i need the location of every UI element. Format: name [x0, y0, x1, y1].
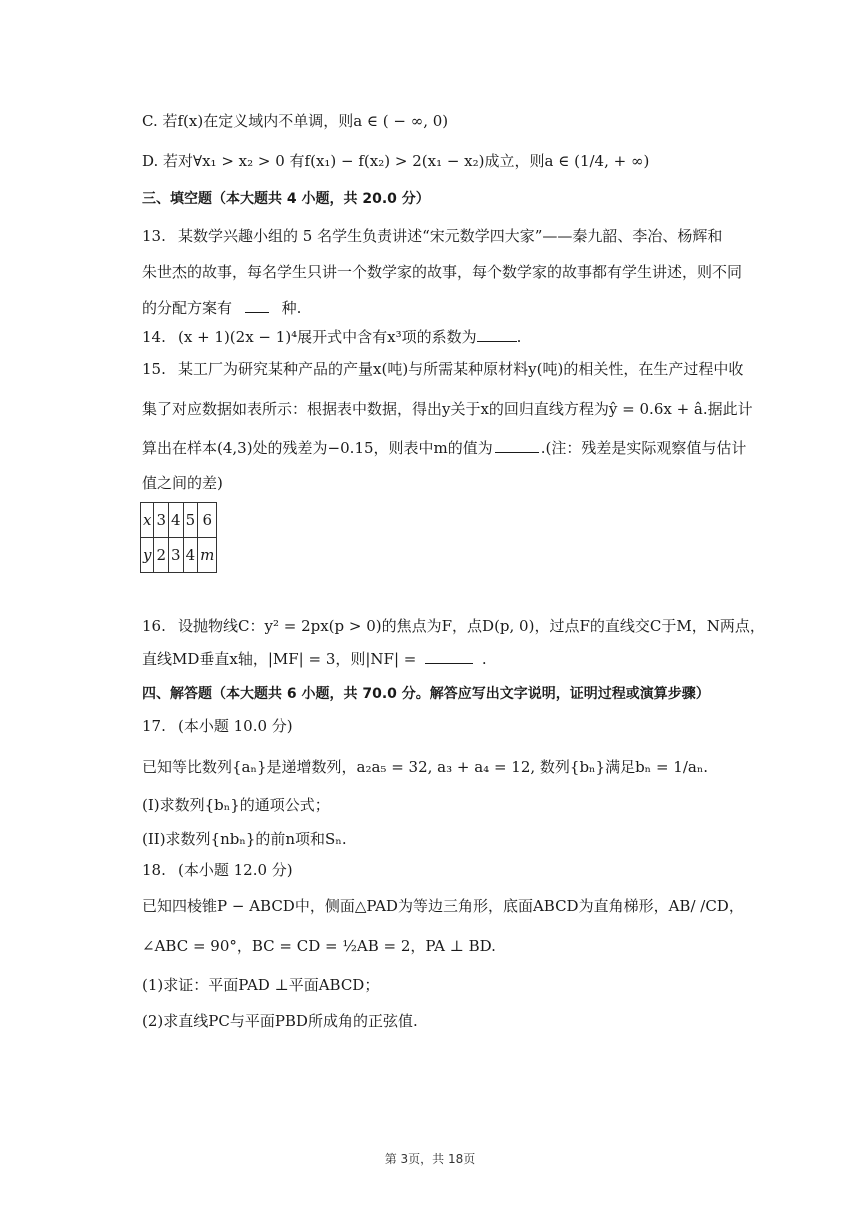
table-cell: m: [198, 538, 217, 573]
question-14: [142, 326, 760, 348]
question-number: 15.: [142, 360, 166, 378]
answer-blank: [477, 327, 517, 342]
answer-blank: [495, 438, 539, 453]
question-17-line-1: 已知等比数列{aₙ}是递增数列，a₂a₅ = 32, a₃ + a₄ = 12, 数列{bₙ}满足bₙ = 1/aₙ.: [142, 758, 709, 776]
question-text: 种.: [281, 299, 302, 317]
question-17-header: [142, 715, 760, 737]
question-end: .: [516, 328, 522, 346]
question-18-line-1: 已知四棱锥P − ABCD中，侧面△PAD为等边三角形，底面ABCD为直角梯形，AB/ /CD，: [142, 897, 744, 915]
table-row: [141, 503, 217, 538]
question-15-line-2: 集了对应数据如表所示：根据表中数据，得出y关于x的回归直线方程为ŷ = 0.6x + â.据此计: [142, 400, 753, 418]
question-16-line-1: [142, 615, 765, 637]
table-cell: 5: [183, 503, 198, 538]
question-18-line-2: ∠ABC = 90°，BC = CD = ½AB = 2，PA ⊥ BD.: [142, 937, 496, 955]
question-text: .(注：残差是实际观察值与估计: [540, 439, 747, 457]
question-number: 16.: [142, 617, 166, 635]
question-18-part-2: (2)求直线PC与平面PBD所成角的正弦值.: [142, 1012, 418, 1030]
question-18-part-1: (1)求证：平面PAD ⊥平面ABCD；: [142, 976, 380, 994]
table-row: [141, 538, 217, 573]
table-cell: 4: [169, 503, 184, 538]
question-text: 算出在样本(4,3)处的残差为−0.15，则表中m的值为: [142, 439, 493, 457]
question-18-header: [142, 859, 760, 881]
question-13-line-3: [142, 297, 760, 319]
data-table: [140, 502, 217, 573]
question-13-line-2: 朱世杰的故事，每名学生只讲一个数学家的故事，每个数学家的故事都有学生讲述，则不同: [142, 263, 743, 281]
question-text: 的分配方案有: [142, 299, 233, 317]
question-score: (本小题 12.0 分): [178, 861, 293, 879]
question-number: 13.: [142, 227, 166, 245]
table-cell: 3: [154, 503, 169, 538]
question-score: (本小题 10.0 分): [178, 717, 293, 735]
question-13-line-1: [142, 225, 760, 247]
section-heading-fill-in: 三、填空题（本大题共 4 小题，共 20.0 分）: [142, 191, 430, 207]
question-text: (x + 1)(2x − 1)⁴展开式中含有x³项的系数为: [178, 328, 477, 346]
table-cell: 3: [169, 538, 184, 573]
option-c: C. 若f(x)在定义域内不单调，则a ∈ ( − ∞, 0): [142, 112, 449, 130]
page-footer: 第 3页，共 18页: [384, 1152, 476, 1166]
table-cell: x: [141, 503, 154, 538]
question-text: 直线MD垂直x轴，|MF| = 3，则|NF| =: [142, 650, 417, 668]
question-15-line-1: [142, 358, 760, 380]
question-17-part-1: (I)求数列{bₙ}的通项公式；: [142, 796, 330, 814]
answer-blank: [425, 649, 473, 664]
table-cell: 6: [198, 503, 217, 538]
table-cell: y: [141, 538, 154, 573]
section-heading-solutions: 四、解答题（本大题共 6 小题，共 70.0 分。解答应写出文字说明，证明过程或演算步骤）: [142, 686, 710, 702]
question-15-line-3: [142, 437, 760, 459]
question-16-line-2: [142, 648, 760, 670]
question-15-line-4: 值之间的差): [142, 474, 223, 492]
question-text: 某数学兴趣小组的 5 名学生负责讲述“宋元数学四大家”——秦九韶、李冶、杨辉和: [178, 227, 723, 245]
question-number: 14.: [142, 328, 166, 346]
question-text: .: [481, 650, 487, 668]
question-text: 设抛物线C：y² = 2px(p > 0)的焦点为F，点D(p, 0)，过点F的直线交C于M，N两点，: [178, 617, 765, 635]
answer-blank: [245, 298, 269, 313]
question-number: 17.: [142, 717, 166, 735]
option-d: D. 若对∀x₁ > x₂ > 0 有f(x₁) − f(x₂) > 2(x₁ − x₂)成立，则a ∈ (1/4, + ∞): [142, 152, 650, 170]
table-cell: 2: [154, 538, 169, 573]
question-text: 某工厂为研究某种产品的产量x(吨)与所需某种原材料y(吨)的相关性，在生产过程中收: [178, 360, 744, 378]
table-cell: 4: [183, 538, 198, 573]
question-17-part-2: (II)求数列{nbₙ}的前n项和Sₙ.: [142, 830, 347, 848]
question-number: 18.: [142, 861, 166, 879]
